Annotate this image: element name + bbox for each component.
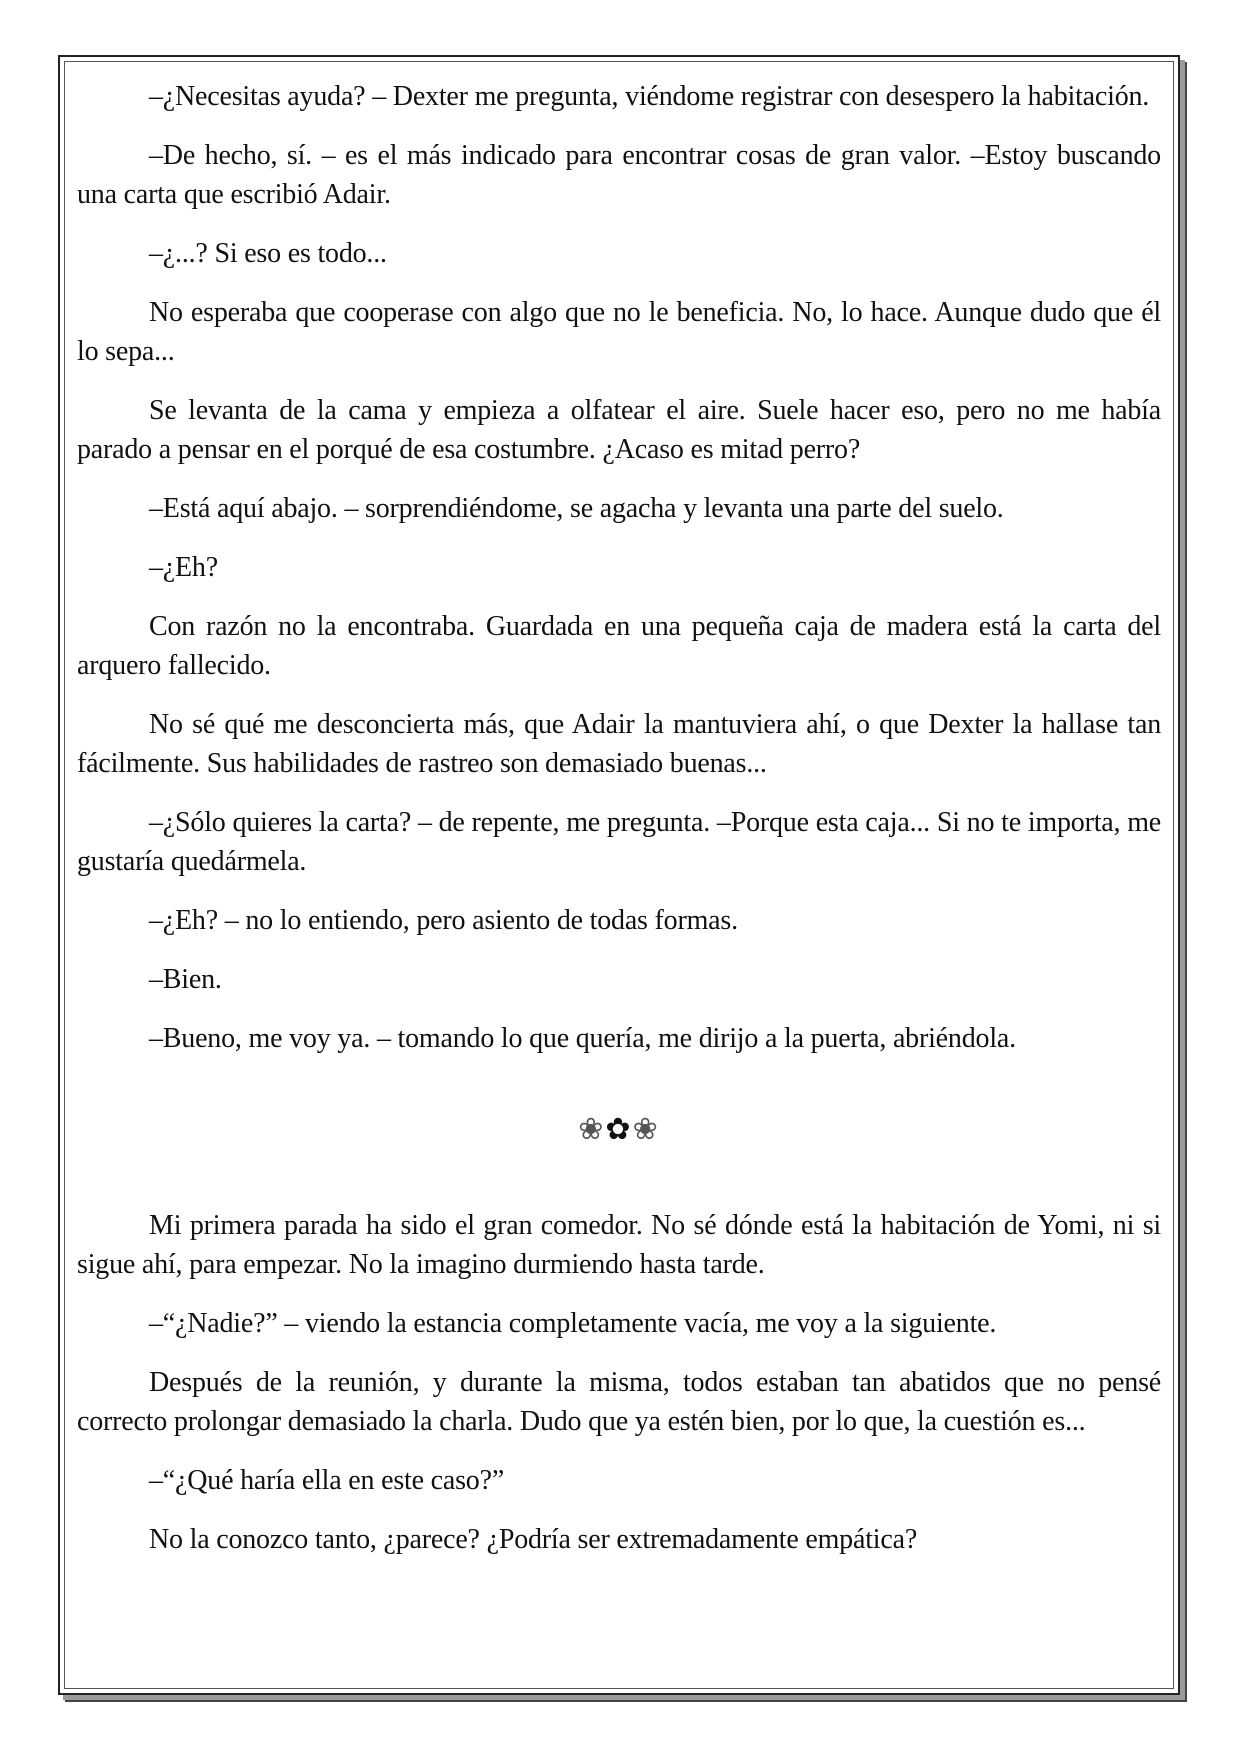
paragraph: Con razón no la encontraba. Guardada en una pequeña caja de madera está la carta del arquero fallecido.	[77, 611, 1161, 681]
paragraph: Después de la reunión, y durante la misma, todos estaban tan abatidos que no pensé correcto prolongar demasiado la charla. Dudo que ya estén bien, por lo que, la cuestión es...	[77, 1367, 1161, 1437]
paragraph: No esperaba que cooperase con algo que no le beneficia. No, lo hace. Aunque dudo que él lo sepa...	[77, 297, 1161, 367]
flower-outline-icon: ❀	[578, 1113, 606, 1146]
paragraph: –“¿Nadie?” – viendo la estancia completamente vacía, me voy a la siguiente.	[149, 1308, 997, 1339]
paragraph: –¿...? Si eso es todo...	[149, 238, 387, 269]
paragraph: No sé qué me desconcierta más, que Adair la mantuviera ahí, o que Dexter la hallase tan fácilmente. Sus habilidades de rastreo son demasiado buenas...	[77, 709, 1161, 779]
paragraph: No la conozco tanto, ¿parece? ¿Podría ser extremadamente empática?	[149, 1524, 918, 1555]
paragraph: –“¿Qué haría ella en este caso?”	[149, 1465, 505, 1496]
flower-filled-icon: ✿	[605, 1113, 633, 1146]
paragraph: –Bueno, me voy ya. – tomando lo que quería, me dirijo a la puerta, abriéndola.	[149, 1023, 1016, 1054]
paragraph: –¿Eh? – no lo entiendo, pero asiento de todas formas.	[149, 905, 738, 936]
paragraph: –Está aquí abajo. – sorprendiéndome, se agacha y levanta una parte del suelo.	[149, 493, 1004, 524]
paragraph: –¿Necesitas ayuda? – Dexter me pregunta, viéndome registrar con desespero la habitación.	[149, 81, 1150, 112]
scene-separator	[77, 1110, 1161, 1150]
paragraph: Mi primera parada ha sido el gran comedor. No sé dónde está la habitación de Yomi, ni si sigue ahí, para empezar. No la imagino durmiendo hasta tarde.	[77, 1210, 1161, 1280]
flower-outline-icon: ❀	[632, 1113, 660, 1146]
paragraph: –¿Sólo quieres la carta? – de repente, me pregunta. –Porque esta caja... Si no te importa, me gustaría quedármela.	[77, 807, 1161, 877]
page-frame	[58, 55, 1180, 1695]
paragraph: –¿Eh?	[149, 552, 218, 583]
paragraph: –De hecho, sí. – es el más indicado para encontrar cosas de gran valor. –Estoy buscando una carta que escribió Adair.	[77, 140, 1161, 210]
paragraph: –Bien.	[149, 964, 222, 995]
paragraph: Se levanta de la cama y empieza a olfatear el aire. Suele hacer eso, pero no me había parado a pensar en el porqué de esa costumbre. ¿Acaso es mitad perro?	[77, 395, 1161, 465]
page-content	[77, 77, 1161, 1579]
